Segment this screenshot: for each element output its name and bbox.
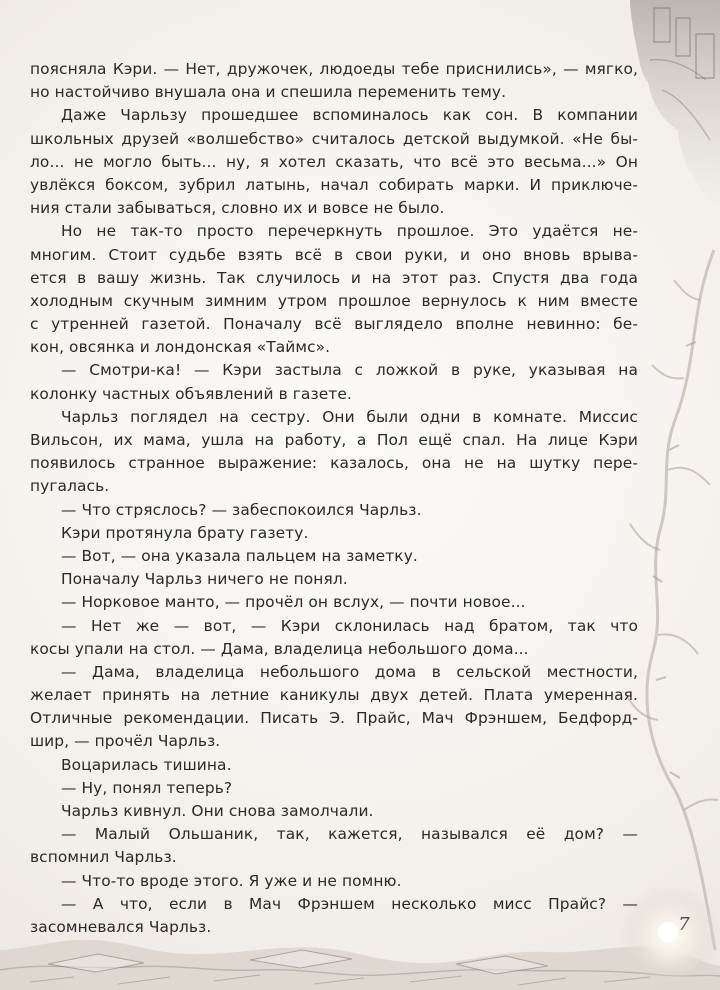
text-line: — Смотри-ка! — Кэри застыла с ложкой в руке, указывая на (61, 361, 638, 380)
text-line: ния стали забываться, словно их и вовсе не было. (30, 199, 445, 218)
text-line: косы упали на стол. — Дама, владелица небольшого дома... (30, 639, 529, 658)
text-line: Воцарилась тишина. (61, 755, 232, 774)
text-line: но настойчиво внушала она и спешила переменить тему. (30, 83, 507, 102)
text-line: холодным скучным зимним утром прошлое вернулось к ним вместе (30, 291, 638, 310)
text-line: Вильсон, их мама, ушла на работу, а Пол ещё спал. На лице Кэри (30, 431, 638, 449)
text-line: желает принять на летние каникулы двух детей. Плата умеренная. (30, 686, 638, 705)
story-text (30, 58, 638, 939)
text-line: вспомнил Чарльз. (30, 848, 177, 867)
text-line: многим. Стоит судьбе взять всё в свои руки, и оно вновь врыва- (30, 245, 638, 264)
text-line: появилось странное выражение: казалось, она не на шутку пере- (30, 454, 638, 473)
text-line: — А что, если в Мач Фрэншем несколько мисс Прайс? — (61, 894, 638, 913)
text-line: поясняла Кэри. — Нет, дружочек, людоеды тебе приснились», — мягко, (30, 60, 638, 78)
text-line: колонку частных объявлений в газете. (30, 384, 352, 403)
text-line: — Нет же — вот, — Кэри склонилась над братом, так что (61, 616, 638, 635)
text-line: — Дама, владелица небольшого дома в сельской местности, (61, 662, 638, 681)
text-line: — Малый Ольшаник, так, кажется, назывался её дом? — (61, 825, 638, 844)
page-number: 7 (678, 914, 690, 935)
text-line: ется в вашу жизнь. Так случилось и на этот раз. Спустя два года (30, 268, 638, 287)
text-line: Но не так-то просто перечеркнуть прошлое. Это удаётся не- (61, 222, 638, 241)
text-line: Чарльз кивнул. Они снова замолчали. (61, 802, 374, 820)
text-line: — Что стряслось? — забеспокоился Чарльз. (61, 500, 422, 519)
text-line: с утренней газетой. Поначалу всё выглядело вполне невинно: бе- (30, 315, 638, 334)
text-line: Поначалу Чарльз ничего не понял. (61, 570, 348, 589)
text-line: — Вот, — она указала пальцем на заметку. (61, 546, 418, 565)
text-line: школьных друзей «волшебство» считалось детской выдумкой. «Не бы- (30, 129, 638, 148)
text-line: Даже Чарльзу прошедшее вспоминалось как сон. В компании (61, 106, 638, 125)
text-line: увлёкся боксом, зубрил латынь, начал собирать марки. И приключе- (30, 175, 638, 194)
text-line: — Ну, понял теперь? (61, 778, 233, 797)
text-line: кон, овсянка и лондонская «Таймс». (30, 338, 331, 357)
text-line: Отличные рекомендации. Писать Э. Прайс, Мач Фрэншем, Бедфорд- (30, 709, 638, 728)
text-line: ло... не могло быть... ну, я хотел сказать, что всё это весьма...» Он (30, 152, 638, 171)
text-line: Кэри протянула брату газету. (61, 523, 309, 542)
text-line: шир, — прочёл Чарльз. (30, 732, 221, 751)
text-line: пугалась. (30, 477, 110, 496)
text-line: Чарльз поглядел на сестру. Они были одни в комнате. Миссис (61, 407, 638, 426)
text-line: засомневался Чарльз. (30, 917, 212, 936)
text-line: — Что-то вроде этого. Я уже и не помню. (61, 871, 402, 890)
text-line: — Норковое манто, — прочёл он вслух, — почти новое... (61, 593, 526, 612)
